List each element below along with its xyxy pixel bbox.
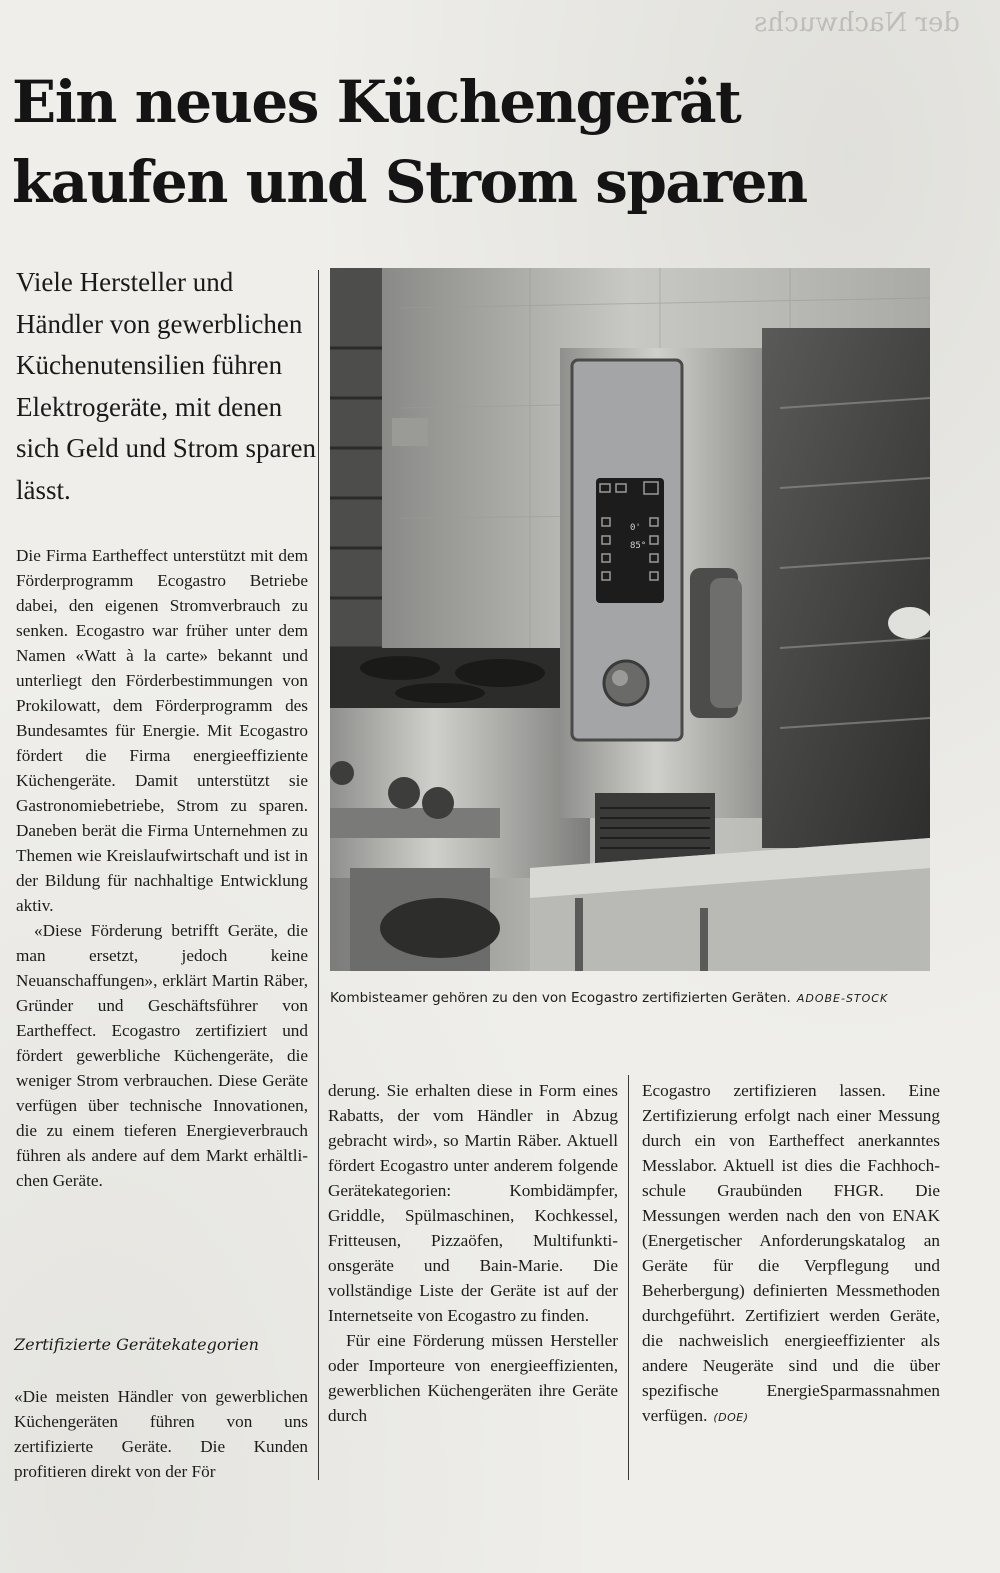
photo-credit: ADOBE-STOCK: [796, 992, 889, 1005]
article-photo: [330, 268, 930, 971]
article-column-3: [642, 1078, 940, 1430]
article-column-2: [328, 1078, 618, 1428]
paragraph: Die Firma Eartheffect unterstützt mit dem Förderprogramm Ecogastro Betriebe dabei, den eigenen Stromverbrauch zu senken. Ecogastro war früher unter dem Namen «Watt à la carte» bekannt und unterliegt den Förderbestimmungen von Prokilowatt, dem Förderprogramm des Bundesamtes für Energie. Mit Ecogastro fördert die Firma energieeffiziente Küchengeräte. Damit unterstützt sie Gastronomiebetriebe, Strom zu sparen. Daneben berät die Firma Unternehmen zu Themen wie Kreislaufwirtschaft und ist in der Bildung für nachhaltige Entwicklung aktiv.: [16, 546, 308, 915]
article-lead: Viele Hersteller und Händler von gewerblichen Küchenutensilien führen Elektrogeräte, mit denen sich Geld und Strom sparen lässt.: [16, 267, 316, 505]
paragraph: Für eine Förderung müssen Hersteller oder Importeure von energieeffizienten, gewerblichen Küchengeräten ihre Geräte durch: [328, 1331, 618, 1425]
display-readout-time: 0': [630, 523, 641, 533]
kombisteamer-photo: [330, 268, 930, 971]
caption-text: Kombisteamer gehören zu den von Ecogastro zertifizierten Geräten.: [330, 990, 791, 1006]
column-rule: [628, 1075, 629, 1480]
paragraph: «Diese Förderung betrifft Geräte, die man ersetzt, jedoch keine Neuanschaffungen», erklärt Martin Räber, Gründer und Geschäftsführer von Eartheffect. Ecogastro zertifiziert und fördert gewerbliche Küchengeräte, die weniger Strom verbrauchen. Diese Geräte verfügen über technische Innovationen, die zu einem tieferen Energieverbrauch führen als andere auf dem Markt erhältlichen Geräte.: [16, 921, 308, 1190]
display-readout-temp: 85°: [630, 541, 647, 551]
author-initials: (DOE): [713, 1411, 749, 1424]
article-column-1-continued: [14, 1384, 308, 1484]
column-rule: [318, 270, 319, 1480]
paragraph: «Die meisten Händler von gewerblichen Küchengeräten führen von uns zertifizierte Geräte. Die Kunden profitieren direkt von der För: [14, 1387, 308, 1481]
paragraph: derung. Sie erhalten diese in Form eines Rabatts, der vom Händler in Abzug gebracht wird», so Martin Räber. Aktuell fördert Ecogastro unter anderem folgende Gerätekategorien: Kombidämpfer, Griddle, Spülmaschinen, Kochkessel, Fritteusen, Pizzaöfen, Multifunktionsgeräte und Bain-Marie. Die vollständige Liste der Geräte ist auf der Internetseite von Ecogastro zu finden.: [328, 1081, 618, 1325]
bleed-through-text: der Nachwuchs: [754, 8, 960, 38]
photo-caption: [330, 988, 935, 1009]
article-column-1: [16, 543, 308, 1193]
paragraph: [642, 1078, 940, 1430]
article-subhead: Zertifizierte Gerätekategorien: [14, 1335, 259, 1354]
paragraph-text: Ecogastro zertifizieren lassen. Eine Zertifizierung erfolgt nach einer Messung durch ein von Eartheffect anerkanntes Messlabor. Aktuell ist dies die Fachhochschule Graubünden FHGR. Die Messungen werden nach den von ENAK (Energetischer Anforderungskatalog an Geräte für die Verpflegung und Beherbergung) definierten Messmethoden durchgeführt. Zertifiziert werden Geräte, die nachweislich energieeffizienter als andere Neugeräte sind und die über spezifische EnergieSparmassnahmen verfügen.: [642, 1081, 940, 1425]
article-headline: Ein neues Küchengerät kaufen und Strom sparen: [12, 68, 807, 216]
